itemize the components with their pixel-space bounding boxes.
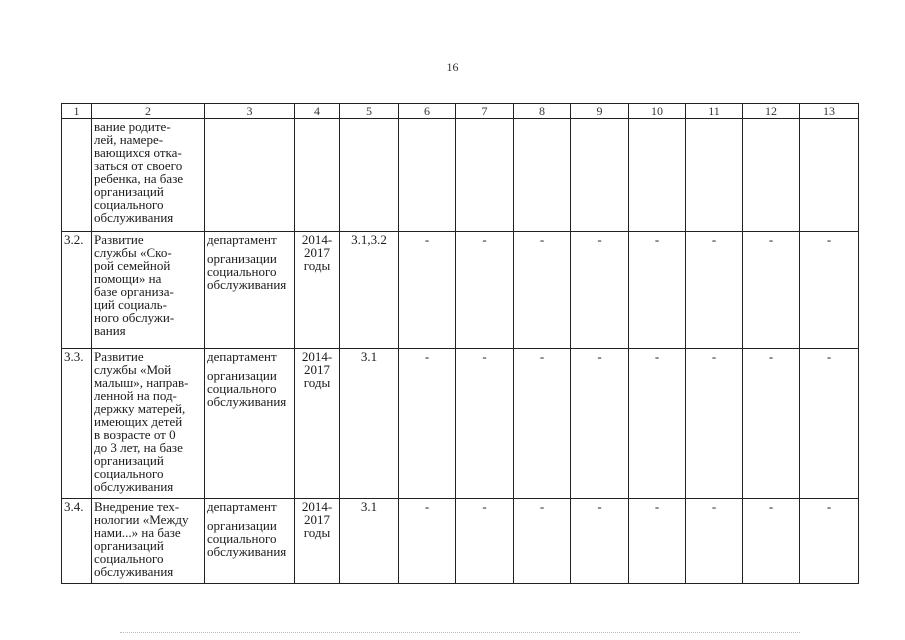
table-row <box>62 499 859 584</box>
text-line: социального <box>94 551 164 566</box>
value-cell: - <box>571 232 629 349</box>
activity-name-cell <box>92 349 205 499</box>
text-line: обслуживания <box>94 479 174 494</box>
value-cell: - <box>514 349 571 499</box>
text-line: департамент <box>207 232 277 247</box>
department-cell <box>205 349 295 499</box>
value-cell: - <box>514 232 571 349</box>
text-line: нологии «Между <box>94 512 189 527</box>
text-line: службы «Ско- <box>94 245 172 260</box>
text-line: годы <box>303 375 331 390</box>
empty-cell <box>571 119 629 232</box>
empty-cell <box>456 119 514 232</box>
value-cell: - <box>456 349 514 499</box>
text-line: организаций <box>94 538 164 553</box>
text-line: социального <box>94 197 164 212</box>
text-line: организации <box>207 251 277 266</box>
value-cell: - <box>571 349 629 499</box>
header-cell: 7 <box>456 104 514 119</box>
text-line: держку матерей, <box>94 401 186 416</box>
value-cell: - <box>800 499 859 584</box>
page-number: 16 <box>446 60 459 74</box>
table-row <box>62 119 859 232</box>
value-cell: - <box>399 232 456 349</box>
department-cell <box>205 232 295 349</box>
value-cell: - <box>456 232 514 349</box>
header-cell: 5 <box>340 104 399 119</box>
empty-cell <box>399 119 456 232</box>
value-cell: - <box>629 232 686 349</box>
goal-ref-cell: 3.1 <box>340 349 399 499</box>
value-cell: - <box>629 349 686 499</box>
value-cell: - <box>686 499 743 584</box>
value-cell: - <box>456 499 514 584</box>
text-line: вания <box>94 323 126 338</box>
empty-cell <box>295 119 340 232</box>
value-cell: - <box>399 499 456 584</box>
row-number-cell: 3.3. <box>62 349 92 499</box>
value-cell: - <box>399 349 456 499</box>
text-line: помощи» на <box>94 271 162 286</box>
text-line: годы <box>303 525 331 540</box>
empty-cell <box>340 119 399 232</box>
text-line: обслуживания <box>94 564 174 579</box>
text-line: вающихся отка- <box>94 145 182 160</box>
text-line: социального <box>207 531 277 546</box>
text-line: 2014- <box>301 349 333 364</box>
text-line: 2014- <box>301 499 333 514</box>
years-cell <box>295 349 340 499</box>
text-line: до 3 лет, на базе <box>94 440 183 455</box>
scan-artifact <box>120 632 800 633</box>
header-cell: 4 <box>295 104 340 119</box>
value-cell: - <box>743 499 800 584</box>
goal-ref-cell: 3.1,3.2 <box>340 232 399 349</box>
text-line: лей, намере- <box>94 132 164 147</box>
text-line: Развитие <box>94 232 144 247</box>
text-line: 2014- <box>301 232 333 247</box>
header-cell: 10 <box>629 104 686 119</box>
text-line: ребенка, на базе <box>94 171 184 186</box>
header-cell: 13 <box>800 104 859 119</box>
empty-cell <box>205 119 295 232</box>
text-line: организаций <box>94 184 164 199</box>
table-row <box>62 232 859 349</box>
text-line: обслуживания <box>207 277 287 292</box>
text-line: заться от своего <box>94 158 183 173</box>
header-cell: 6 <box>399 104 456 119</box>
program-table <box>61 103 859 584</box>
value-cell: - <box>743 232 800 349</box>
header-cell: 2 <box>92 104 205 119</box>
text-line: малыш», направ- <box>94 375 189 390</box>
activity-name-cell <box>92 499 205 584</box>
header-cell: 11 <box>686 104 743 119</box>
text-line: организации <box>207 518 277 533</box>
years-cell <box>295 499 340 584</box>
text-line: организаций <box>94 453 164 468</box>
header-cell: 8 <box>514 104 571 119</box>
text-line: службы «Мой <box>94 362 172 377</box>
text-line: департамент <box>207 499 277 514</box>
text-line: обслуживания <box>207 544 287 559</box>
text-line: нами...» на базе <box>94 525 181 540</box>
row-number-cell: 3.2. <box>62 232 92 349</box>
activity-name-cell <box>92 119 205 232</box>
value-cell: - <box>800 349 859 499</box>
header-cell: 12 <box>743 104 800 119</box>
header-cell: 1 <box>62 104 92 119</box>
text-line: в возрасте от 0 <box>94 427 176 442</box>
text-line: социального <box>207 381 277 396</box>
value-cell: - <box>514 499 571 584</box>
header-cell: 9 <box>571 104 629 119</box>
text-line: 2017 <box>304 362 330 377</box>
text-line: рой семейной <box>94 258 171 273</box>
header-cell: 3 <box>205 104 295 119</box>
text-line: обслуживания <box>207 394 287 409</box>
empty-cell <box>629 119 686 232</box>
years-cell <box>295 232 340 349</box>
text-line: 2017 <box>304 512 330 527</box>
text-line: ного обслужи- <box>94 310 175 325</box>
value-cell: - <box>686 349 743 499</box>
text-line: 2017 <box>304 245 330 260</box>
row-number-cell <box>62 119 92 232</box>
value-cell: - <box>743 349 800 499</box>
table-row <box>62 349 859 499</box>
header-row <box>62 104 859 119</box>
text-line: социального <box>207 264 277 279</box>
value-cell: - <box>571 499 629 584</box>
goal-ref-cell: 3.1 <box>340 499 399 584</box>
department-cell <box>205 499 295 584</box>
empty-cell <box>686 119 743 232</box>
value-cell: - <box>800 232 859 349</box>
text-line: годы <box>303 258 331 273</box>
text-line: базе организа- <box>94 284 174 299</box>
text-line: организации <box>207 368 277 383</box>
text-line: обслуживания <box>94 210 174 225</box>
text-line: имеющих детей <box>94 414 183 429</box>
text-line: социального <box>94 466 164 481</box>
empty-cell <box>743 119 800 232</box>
text-line: ций социаль- <box>94 297 167 312</box>
empty-cell <box>800 119 859 232</box>
value-cell: - <box>629 499 686 584</box>
empty-cell <box>514 119 571 232</box>
row-number-cell: 3.4. <box>62 499 92 584</box>
text-line: ленной на под- <box>94 388 177 403</box>
text-line: вание родите- <box>94 119 171 134</box>
text-line: департамент <box>207 349 277 364</box>
activity-name-cell <box>92 232 205 349</box>
text-line: Внедрение тех- <box>94 499 180 514</box>
text-line: Развитие <box>94 349 144 364</box>
value-cell: - <box>686 232 743 349</box>
